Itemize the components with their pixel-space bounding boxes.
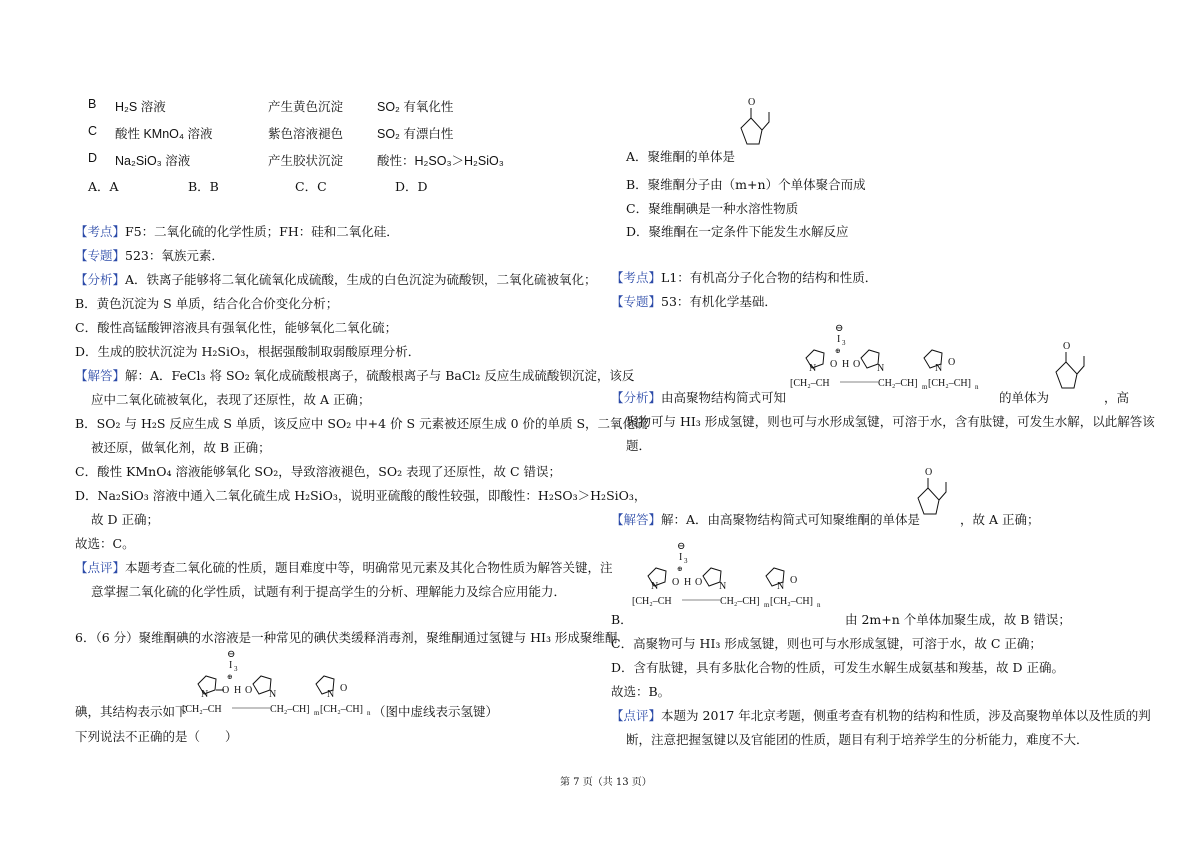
row-c-option: C xyxy=(88,124,98,138)
svg-text:H: H xyxy=(842,359,850,370)
dianping-text-1: 本题考查二氧化硫的性质，题目难度中等，明确常见元素及其化合物性质为解答关键，注 xyxy=(125,560,613,575)
fenxi-line-right-3: 题． xyxy=(626,438,652,453)
svg-text:I: I xyxy=(679,552,683,563)
row-b-option: B xyxy=(88,97,97,111)
kaodian-text: F5：二氧化硫的化学性质；FH：硅和二氧化硅． xyxy=(125,224,399,239)
svg-text:O: O xyxy=(790,575,798,586)
svg-text:N: N xyxy=(935,363,943,374)
svg-text:O: O xyxy=(695,577,703,588)
fenxi-text-2: B．黄色沉淀为 S 单质，结合化合价变化分析； xyxy=(75,296,339,311)
svg-text:O: O xyxy=(340,683,348,694)
iodine-label: I xyxy=(229,660,233,671)
row-c-phenomenon: 紫色溶液褪色 xyxy=(268,127,344,141)
row-d-reagent: Na₂SiO₃ 溶液 xyxy=(115,154,191,168)
minus-sign: ⊖ xyxy=(227,649,236,660)
kaodian-tag-right: 【考点】 xyxy=(611,270,662,285)
row-b-phenomenon: 产生黄色沉淀 xyxy=(268,100,344,114)
fenxi-tag: 【分析】 xyxy=(75,272,126,287)
polymer-structure-diagram-2 xyxy=(790,322,990,395)
dianping-line-right-1 xyxy=(611,706,1151,724)
jieda-c: C．高聚物可与 HI₃ 形成氢键，则也可与水形成氢键，可溶于水，故 C 正确； xyxy=(611,636,1042,651)
zhuanti-text: 523：氧族元素． xyxy=(125,248,224,263)
zhuanti-line xyxy=(75,246,224,264)
polymer-structure-diagram-3 xyxy=(632,540,832,613)
question-6-line-2a: 碘，其结构表示如下 xyxy=(75,704,188,719)
option-a: A．聚维酮的单体是 xyxy=(626,149,736,164)
jieda-b-text: 由 2m+n 个单体加聚生成，故 B 错误； xyxy=(845,612,1071,627)
fenxi-line-right-1 xyxy=(611,388,786,406)
svg-text:I: I xyxy=(837,334,841,345)
jieda-d: D．含有肽键，具有多肽化合物的性质，可发生水解生成氨基和羧基，故 D 正确。 xyxy=(611,660,1064,675)
jieda-line-right-1 xyxy=(611,510,920,528)
dianping-tag: 【点评】 xyxy=(75,560,126,575)
svg-text:H: H xyxy=(234,685,242,696)
kaodian-tag: 【考点】 xyxy=(75,224,126,239)
option-c: C．聚维酮碘是一种水溶性物质 xyxy=(626,201,799,216)
fenxi-a: 由高聚物结构简式可知 xyxy=(661,390,787,405)
dianping-tag-right: 【点评】 xyxy=(611,708,662,723)
plus-sign: ⊕ xyxy=(227,673,233,681)
svg-text:O: O xyxy=(830,359,838,370)
svg-text:O: O xyxy=(853,359,861,370)
dianping-line-1 xyxy=(75,558,613,576)
question-6-line-1: 6．（6 分）聚维酮碘的水溶液是一种常见的碘伏类缓释消毒剂，聚维酮通过氢键与 HI₃ 形成聚维酮 xyxy=(75,630,618,645)
svg-text:N: N xyxy=(777,581,785,592)
fenxi-line-1 xyxy=(75,270,597,288)
row-d-option: D xyxy=(88,151,98,165)
question-6-line-3: 下列说法不正确的是（ ） xyxy=(75,729,238,744)
dianping-right-2: 断，注意把握氢键以及官能团的性质，题目有利于培养学生的分析能力，难度不大． xyxy=(626,732,1089,747)
svg-text:O: O xyxy=(925,467,933,478)
zhuanti-tag-right: 【专题】 xyxy=(611,294,662,309)
jieda-line-1 xyxy=(75,366,634,384)
svg-text:m: m xyxy=(314,709,320,717)
fenxi-c: ，高 xyxy=(1104,390,1130,405)
svg-text:⊖: ⊖ xyxy=(835,323,844,334)
svg-text:O: O xyxy=(948,357,956,368)
fenxi-b: 的单体为 xyxy=(999,390,1050,405)
dianping-text-2: 意掌握二氧化硫的化学性质，试题有利于提高学生的分析、理解能力及综合应用能力． xyxy=(91,584,567,599)
svg-text:N: N xyxy=(651,581,659,592)
jieda-text-3: B．SO₂ 与 H₂S 反应生成 S 单质，该反应中 SO₂ 中+4 价 S 元素被还原生成 0 价的单质 S，二氧化硫 xyxy=(75,416,648,431)
jieda-b-prefix: B． xyxy=(611,612,633,627)
row-d-phenomenon: 产生胶状沉淀 xyxy=(268,154,344,168)
svg-text:CH₂–CH]: CH₂–CH] xyxy=(270,704,310,715)
svg-text:n: n xyxy=(817,601,821,609)
svg-text:CH₂–CH]: CH₂–CH] xyxy=(878,378,918,389)
fenxi-text-4: D．生成的胶状沉淀为 H₂SiO₃，根据强酸制取弱酸原理分析． xyxy=(75,344,421,359)
jieda-end: 故选：B。 xyxy=(611,684,671,699)
kaodian-line-right xyxy=(611,268,877,286)
svg-text:n: n xyxy=(367,709,371,717)
kaodian-text-right: L1：有机高分子化合物的结构和性质． xyxy=(661,270,878,285)
jieda-text-7: 故 D 正确； xyxy=(91,512,159,527)
svg-text:n: n xyxy=(975,383,979,391)
jieda-text-4: 被还原，做氧化剂，故 B 正确； xyxy=(91,440,271,455)
choice-c: C．C xyxy=(295,179,327,194)
jieda-text-5: C．酸性 KMnO₄ 溶液能够氧化 SO₂，导致溶液褪色，SO₂ 表现了还原性，故 C 错误； xyxy=(75,464,562,479)
jieda-text-8: 故选：C。 xyxy=(75,536,135,551)
svg-text:O: O xyxy=(222,685,230,696)
dianping-right-1: 本题为 2017 年北京考题，侧重考查有机物的结构和性质，涉及高聚物单体以及性质的判 xyxy=(661,708,1151,723)
choice-d: D．D xyxy=(395,179,428,194)
svg-text:m: m xyxy=(922,383,928,391)
question-6-line-2b: （图中虚线表示氢键） xyxy=(373,704,499,719)
svg-text:⊖: ⊖ xyxy=(677,541,686,552)
svg-text:[CH₂–CH]: [CH₂–CH] xyxy=(770,596,813,607)
fenxi-text-1: A．铁离子能够将二氧化硫氧化成硫酸，生成的白色沉淀为硫酸钡，二氧化硫被氧化； xyxy=(125,272,597,287)
svg-text:3: 3 xyxy=(234,665,238,673)
row-b-conclusion: SO₂ 有氧化性 xyxy=(377,100,454,114)
svg-text:[CH₂–CH]: [CH₂–CH] xyxy=(320,704,363,715)
svg-text:O: O xyxy=(672,577,680,588)
fenxi-line-right-2: 聚物可与 HI₃ 形成氢键，则也可与水形成氢键，可溶于水，含有肽键，可发生水解，以此解答该 xyxy=(626,414,1155,429)
svg-text:[CH₂–CH: [CH₂–CH xyxy=(182,704,222,715)
jieda-text-2: 应中二氧化硫被氧化，表现了还原性，故 A 正确； xyxy=(91,392,371,407)
svg-text:[CH₂–CH: [CH₂–CH xyxy=(632,596,672,607)
svg-text:⊕: ⊕ xyxy=(677,565,683,573)
row-d-conclusion: 酸性：H₂SO₃＞H₂SiO₃ xyxy=(377,154,504,168)
polymer-structure-diagram-1 xyxy=(182,648,382,721)
row-c-conclusion: SO₂ 有漂白性 xyxy=(377,127,454,141)
svg-text:O: O xyxy=(748,97,756,108)
svg-text:⊕: ⊕ xyxy=(835,347,841,355)
option-d: D．聚维酮在一定条件下能发生水解反应 xyxy=(626,224,849,239)
svg-text:N: N xyxy=(327,689,335,700)
option-b: B．聚维酮分子由（m+n）个单体聚合而成 xyxy=(626,177,866,192)
svg-text:3: 3 xyxy=(684,557,688,565)
monomer-structure-option-a xyxy=(735,96,775,161)
svg-text:m: m xyxy=(764,601,770,609)
page-footer: 第 7 页（共 13 页） xyxy=(560,777,652,788)
jieda-b: ，故 A 正确； xyxy=(960,512,1040,527)
jieda-tag: 【解答】 xyxy=(75,368,126,383)
row-c-reagent: 酸性 KMnO₄ 溶液 xyxy=(115,127,213,141)
jieda-text-6: D．Na₂SiO₃ 溶液中通入二氧化硫生成 H₂SiO₃，说明亚硫酸的酸性较强，即酸性：H₂SO₃＞H₂SiO₃， xyxy=(75,488,647,503)
jieda-text-1: 解：A．FeCl₃ 将 SO₂ 氧化成硫酸根离子，硫酸根离子与 BaCl₂ 反应生成硫酸钡沉淀，该反 xyxy=(125,368,635,383)
fenxi-text-3: C．酸性高锰酸钾溶液具有强氧化性，能够氧化二氧化硫； xyxy=(75,320,398,335)
fenxi-tag-right: 【分析】 xyxy=(611,390,662,405)
svg-text:[CH₂–CH: [CH₂–CH xyxy=(790,378,830,389)
choice-b: B．B xyxy=(188,179,219,194)
monomer-structure-fenxi xyxy=(1050,340,1090,405)
svg-text:N: N xyxy=(719,581,727,592)
svg-text:O: O xyxy=(1063,341,1071,352)
zhuanti-tag: 【专题】 xyxy=(75,248,126,263)
svg-text:N: N xyxy=(201,689,209,700)
choice-a: A．A xyxy=(88,179,119,194)
jieda-tag-right: 【解答】 xyxy=(611,512,662,527)
svg-text:[CH₂–CH]: [CH₂–CH] xyxy=(928,378,971,389)
svg-text:N: N xyxy=(877,363,885,374)
zhuanti-line-right xyxy=(611,292,777,310)
svg-text:H: H xyxy=(684,577,692,588)
jieda-a: 解：A．由高聚物结构简式可知聚维酮的单体是 xyxy=(661,512,921,527)
svg-text:N: N xyxy=(269,689,277,700)
svg-text:CH₂–CH]: CH₂–CH] xyxy=(720,596,760,607)
svg-text:O: O xyxy=(245,685,253,696)
zhuanti-text-right: 53：有机化学基础． xyxy=(661,294,777,309)
svg-text:N: N xyxy=(809,363,817,374)
row-b-reagent: H₂S 溶液 xyxy=(115,100,166,114)
kaodian-line xyxy=(75,222,399,240)
svg-text:3: 3 xyxy=(842,339,846,347)
